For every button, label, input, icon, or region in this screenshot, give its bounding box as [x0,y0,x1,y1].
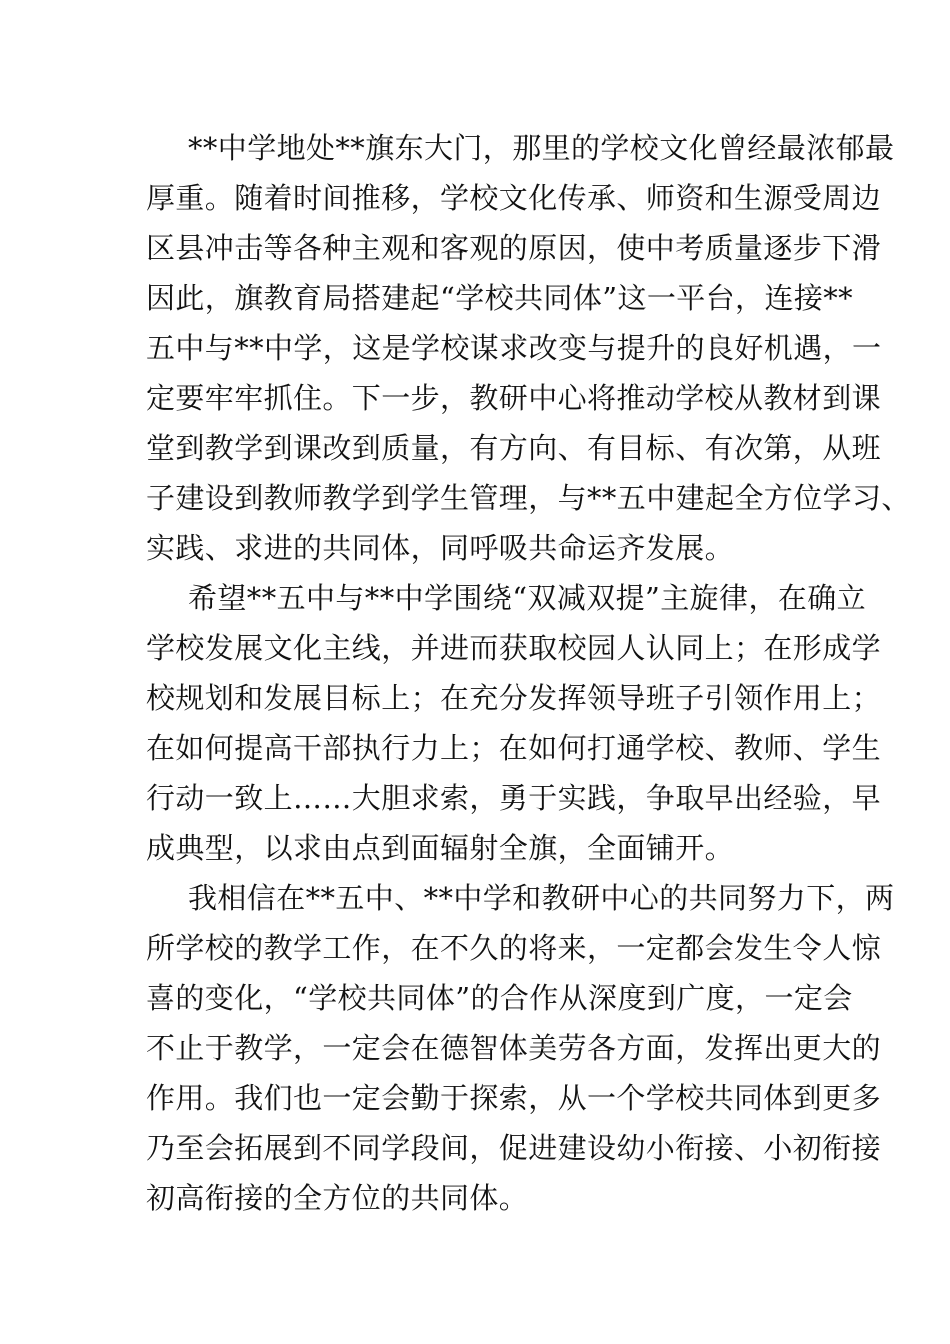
paragraph-3-line-2: 所学校的教学工作，在不久的将来，一定都会发生令人惊 [146,931,882,965]
paragraph-1-line-1: **中学地处**旗东大门，那里的学校文化曾经最浓郁最 [188,131,895,165]
paragraph-3-line-6: 乃至会拓展到不同学段间，促进建设幼小衔接、小初衔接 [146,1131,882,1165]
paragraph-1-line-6: 定要牢牢抓住。下一步，教研中心将推动学校从教材到课 [146,381,882,415]
paragraph-3-line-5: 作用。我们也一定会勤于探索，从一个学校共同体到更多 [146,1081,882,1115]
paragraph-1-line-4: 因此，旗教育局搭建起“学校共同体”这一平台，连接** [146,281,854,315]
paragraph-1-line-7: 堂到教学到课改到质量，有方向、有目标、有次第，从班 [146,431,882,465]
paragraph-2-line-3: 校规划和发展目标上；在充分发挥领导班子引领作用上； [146,681,882,715]
paragraph-2-line-2: 学校发展文化主线，并进而获取校园人认同上；在形成学 [146,631,882,665]
paragraph-2-line-6: 成典型，以求由点到面辐射全旗，全面铺开。 [146,831,735,865]
paragraph-3-line-1: 我相信在**五中、**中学和教研中心的共同努力下，两 [188,881,895,915]
paragraph-3-line-3: 喜的变化，“学校共同体”的合作从深度到广度，一定会 [146,981,853,1015]
paragraph-1-line-9: 实践、求进的共同体，同呼吸共命运齐发展。 [146,531,735,565]
paragraph-1-line-3: 区县冲击等各种主观和客观的原因，使中考质量逐步下滑 [146,231,882,265]
paragraph-3-line-7: 初高衔接的全方位的共同体。 [146,1181,529,1215]
paragraph-2-line-1: 希望**五中与**中学围绕“双减双提”主旋律，在确立 [188,581,867,615]
paragraph-1-line-8: 子建设到教师教学到学生管理，与**五中建起全方位学习、 [146,481,911,515]
paragraph-1-line-5: 五中与**中学，这是学校谋求改变与提升的良好机遇，一 [146,331,882,365]
paragraph-2-line-4: 在如何提高干部执行力上；在如何打通学校、教师、学生 [146,731,882,765]
paragraph-1-line-2: 厚重。随着时间推移，学校文化传承、师资和生源受周边 [146,181,882,215]
paragraph-3-line-4: 不止于教学，一定会在德智体美劳各方面，发挥出更大的 [146,1031,882,1065]
paragraph-2-line-5: 行动一致上……大胆求索，勇于实践，争取早出经验，早 [146,781,882,815]
